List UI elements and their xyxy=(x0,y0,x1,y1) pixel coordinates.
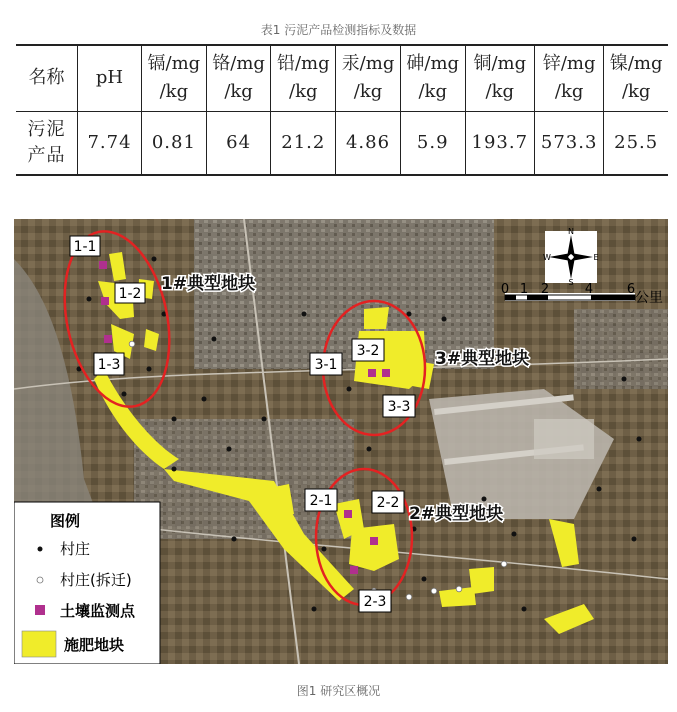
legend-monitoring-point-icon xyxy=(35,605,45,615)
svg-text:1-2: 1-2 xyxy=(118,286,142,302)
study-area-map xyxy=(14,219,668,664)
svg-text:2-3: 2-3 xyxy=(363,594,387,610)
cell-mercury: 4.86 xyxy=(336,111,401,175)
point-label-3-2 xyxy=(352,339,384,361)
point-label-2-1 xyxy=(305,489,337,511)
legend-fertilized-plot-icon xyxy=(22,631,56,657)
svg-text:3-2: 3-2 xyxy=(356,343,380,359)
point-label-1-3 xyxy=(94,353,124,375)
cell-chromium: 64 xyxy=(206,111,271,175)
header-lead: 铅/mg /kg xyxy=(271,45,336,111)
header-chromium: 铬/mg /kg xyxy=(206,45,271,111)
svg-text:1-3: 1-3 xyxy=(97,357,121,373)
table-row xyxy=(16,111,668,175)
legend-title: 图例 xyxy=(50,512,81,530)
svg-text:3-1: 3-1 xyxy=(314,357,338,373)
header-copper: 铜/mg /kg xyxy=(465,45,534,111)
cell-sample-name: 污泥产品 xyxy=(16,111,78,175)
svg-text:2-1: 2-1 xyxy=(309,493,333,509)
header-mercury: 汞/mg /kg xyxy=(336,45,401,111)
svg-text:3-3: 3-3 xyxy=(387,399,411,415)
cell-nickel: 25.5 xyxy=(614,132,659,154)
cell-zinc: 573.3 xyxy=(534,111,603,175)
point-label-2-3 xyxy=(359,590,391,612)
cell-ph: 7.74 xyxy=(78,111,142,175)
legend-village-icon xyxy=(38,547,43,552)
block-label-1: 1#典型地块 xyxy=(161,274,256,294)
cell-cadmium: 0.81 xyxy=(142,111,207,175)
header-cadmium: 镉/mg /kg xyxy=(142,45,207,111)
legend-demolished-village: 村庄(拆迁) xyxy=(60,571,132,589)
table-caption: 表1 污泥产品检测指标及数据 xyxy=(260,23,417,37)
point-label-1-1 xyxy=(70,236,100,256)
svg-text:6: 6 xyxy=(626,282,636,297)
svg-text:1-1: 1-1 xyxy=(73,239,97,255)
svg-text:E: E xyxy=(593,253,599,262)
point-label-2-2 xyxy=(372,491,404,513)
cell-copper: 193.7 xyxy=(465,111,534,175)
point-label-3-3 xyxy=(383,395,415,417)
compass-rose-icon xyxy=(543,227,598,287)
header-name: 名称 xyxy=(16,45,78,111)
legend-demolished-village-icon xyxy=(37,577,43,583)
header-zinc: 锌/mg /kg xyxy=(534,45,603,111)
figure-caption: 图1 研究区概况 xyxy=(296,684,381,698)
table-header-row xyxy=(16,45,668,111)
header-nickel: 镍/mg /kg xyxy=(604,45,668,111)
point-label-1-2 xyxy=(115,283,145,303)
header-ph: pH xyxy=(78,45,142,111)
svg-text:2-2: 2-2 xyxy=(376,495,400,511)
svg-text:S: S xyxy=(568,278,574,287)
svg-text:W: W xyxy=(543,253,551,262)
block-label-2: 2#典型地块 xyxy=(409,504,504,524)
cell-lead: 21.2 xyxy=(271,111,336,175)
svg-text:2: 2 xyxy=(540,282,550,297)
legend-monitoring-point: 土壤监测点 xyxy=(60,602,136,620)
svg-text:公里: 公里 xyxy=(635,290,663,306)
header-arsenic: 砷/mg /kg xyxy=(400,45,465,111)
svg-text:1: 1 xyxy=(519,282,529,297)
heavy-metal-table xyxy=(16,44,668,176)
legend-fertilized-plot: 施肥地块 xyxy=(64,636,125,654)
block-label-3: 3#典型地块 xyxy=(435,349,530,369)
legend-village: 村庄 xyxy=(60,540,91,558)
point-label-3-1 xyxy=(310,353,342,375)
map-legend xyxy=(14,502,160,664)
svg-text:0: 0 xyxy=(500,282,510,297)
cell-arsenic: 5.9 xyxy=(400,111,465,175)
svg-text:N: N xyxy=(568,227,574,236)
svg-text:4: 4 xyxy=(584,282,594,297)
